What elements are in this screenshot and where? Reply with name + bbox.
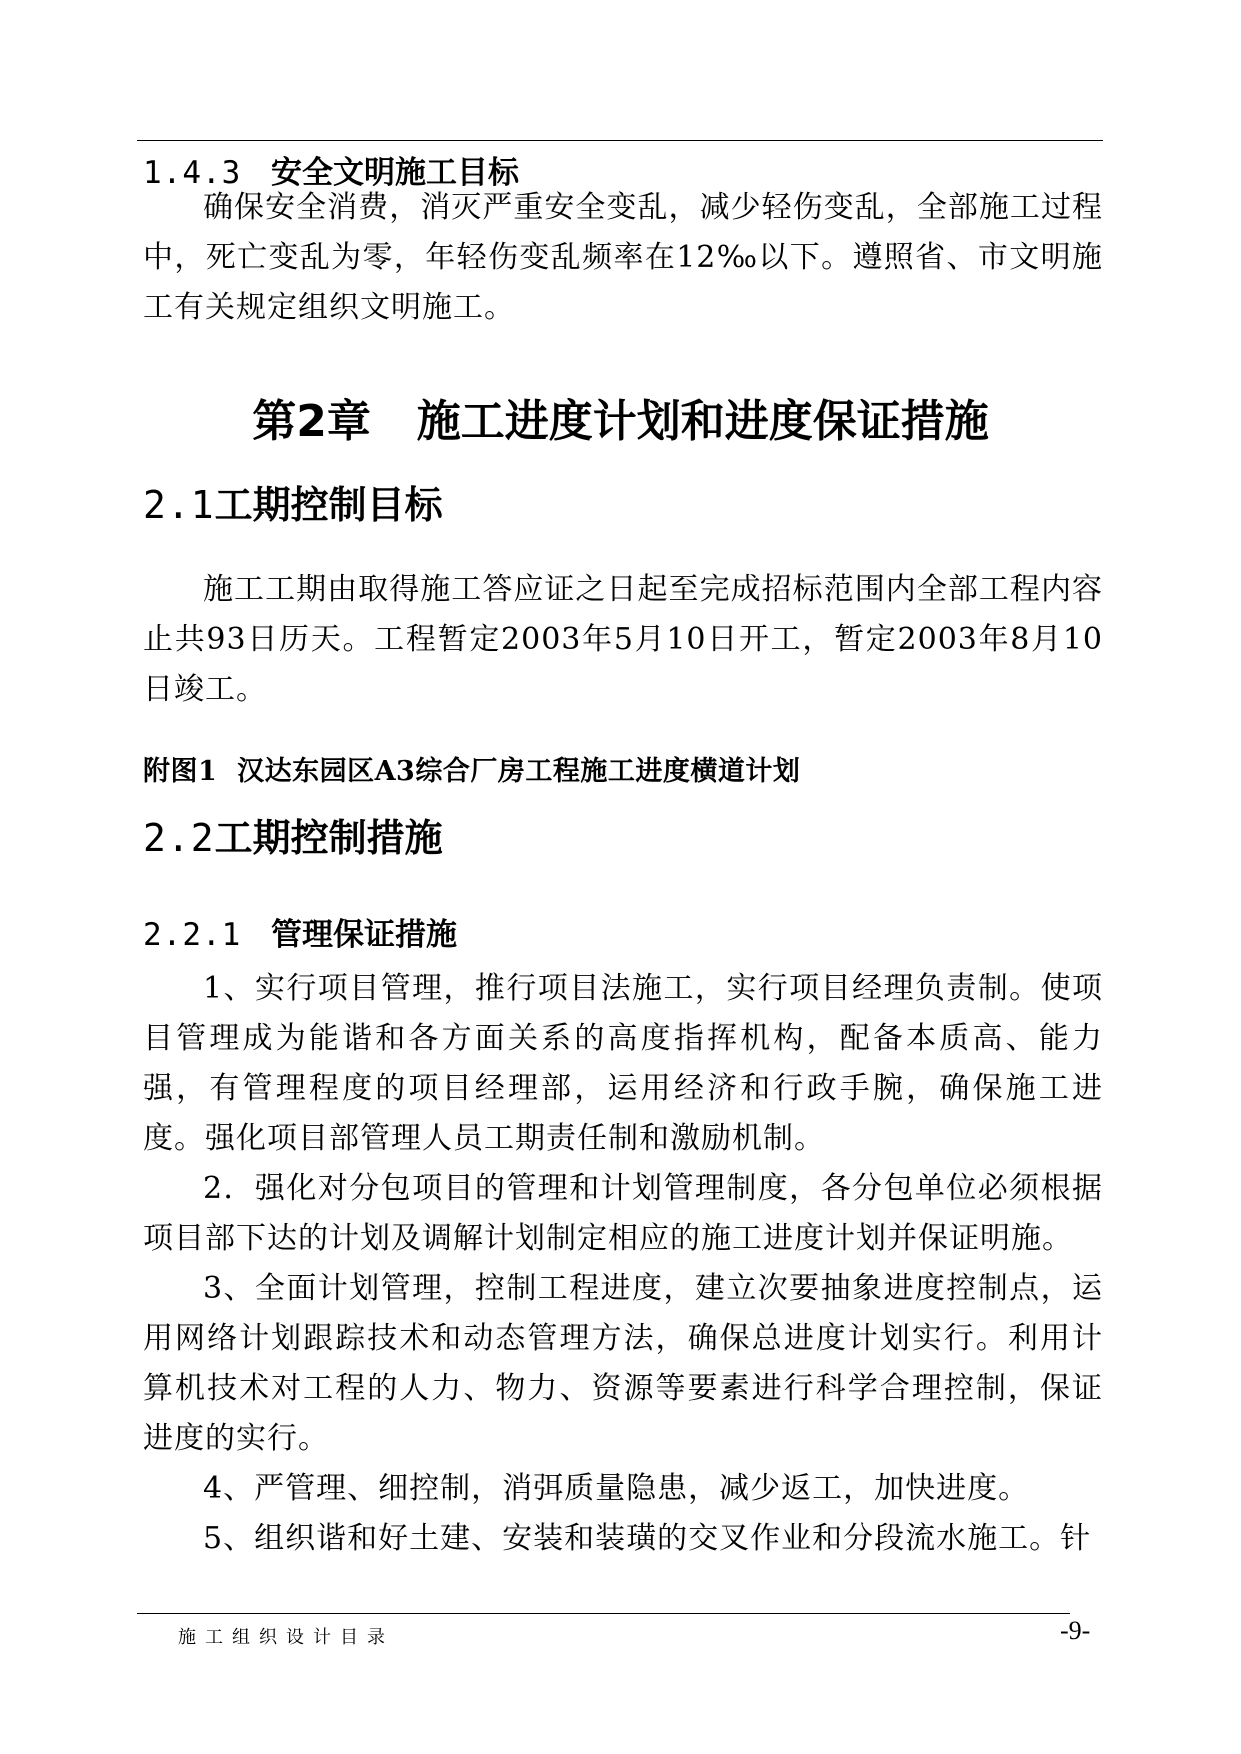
- section-heading-2-1: [143, 474, 1103, 529]
- figure-caption: [143, 749, 1103, 788]
- section-title: 工期控制措施: [214, 816, 443, 860]
- section-heading-2-2: [143, 807, 1103, 862]
- section-number: 2.1: [143, 483, 215, 527]
- footer-rule: [137, 1613, 1070, 1614]
- paragraph-schedule-goal: 施工工期由取得施工答应证之日起至完成招标范围内全部工程内容止共93日历天。工程暂定2003年5月10日开工，暂定2003年8月10日竣工。: [143, 572, 1103, 707]
- list-item: 1、实行项目管理，推行项目法施工，实行项目经理负责制。使项目管理成为能谐和各方面关系的高度指挥机构，配备本质高、能力强，有管理程度的项目经理部，运用经济和行政手腕，确保施工进度。强化项目部管理人员工期责任制和激励机制。: [143, 971, 1103, 1156]
- section-number: 2.2: [143, 816, 215, 860]
- section-number: 2.2.1: [143, 917, 242, 953]
- section-title: 工期控制目标: [214, 483, 443, 527]
- figure-caption-text: 汉达东园区A3综合厂房工程施工进度横道计划: [237, 756, 801, 787]
- header-rule: [137, 140, 1103, 141]
- section-heading-2-2-1: [143, 909, 1103, 954]
- section-title: 安全文明施工目标: [271, 155, 519, 191]
- chapter-title-text: 施工进度计划和进度保证措施: [416, 396, 989, 447]
- list-item: 3、全面计划管理，控制工程进度，建立次要抽象进度控制点，运用网络计划跟踪技术和动态管理方法，确保总进度计划实行。利用计算机技术对工程的人力、物力、资源等要素进行科学合理控制，保证进度的实行。: [143, 1271, 1103, 1456]
- list-item: 5、组织谐和好土建、安装和装璜的交叉作业和分段流水施工。针: [203, 1521, 1092, 1556]
- chapter-label: 第2章: [252, 396, 371, 447]
- list-item: 2．强化对分包项目的管理和计划管理制度，各分包单位必须根据项目部下达的计划及调解计划制定相应的施工进度计划并保证明施。: [143, 1171, 1103, 1256]
- figure-label: 附图1: [143, 756, 218, 787]
- footer-text: 施工组织设计目录: [178, 1627, 394, 1648]
- section-number: 1.4.3: [143, 155, 242, 191]
- list-item: 4、严管理、细控制，消弭质量隐患，减少返工，加快进度。: [203, 1471, 1030, 1506]
- section-title: 管理保证措施: [271, 917, 457, 953]
- chapter-title: [0, 385, 1241, 449]
- paragraph-safety-goal: 确保安全消费，消灭严重安全变乱，减少轻伤变乱，全部施工过程中，死亡变乱为零，年轻伤变乱频率在12‰以下。遵照省、市文明施工有关规定组织文明施工。: [143, 190, 1103, 325]
- page-number: -9-: [1060, 1616, 1091, 1645]
